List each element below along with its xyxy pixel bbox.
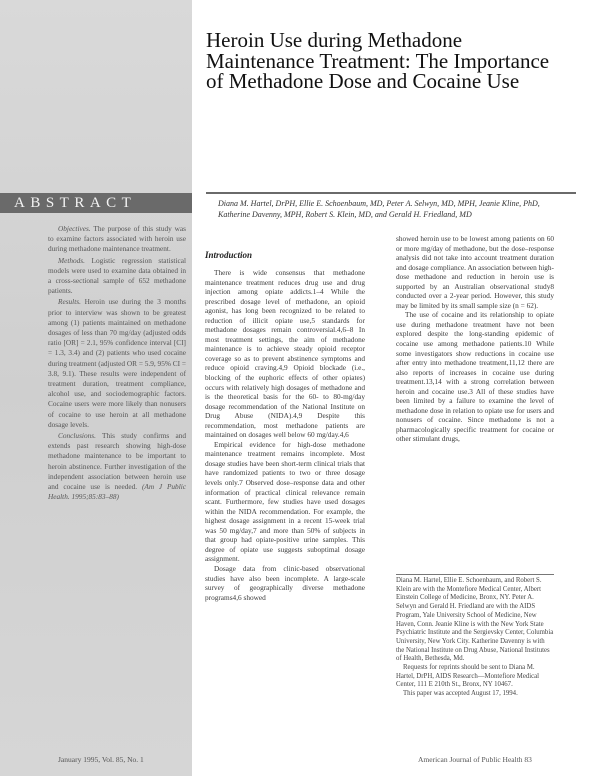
abstract-body bbox=[48, 224, 186, 503]
affiliation-note: Diana M. Hartel, Ellie E. Schoenbaum, and Robert S. Klein are with the Montefiore Medical Center, Albert Einstein College of Medicine, Bronx, NY. Peter A. Selwyn and Gerald H. Friedland are with the AIDS Program, Yale University School of Medicine, New Haven, Conn. Jeanie Kline is with the New York State Psychiatric Institute and the Sergievsky Center, Columbia University, New York City. Katherine Davenny is with the National Institute on Drug Abuse, National Institutes of Health, Bethesda, Md. bbox=[396, 577, 554, 663]
body-column-left bbox=[205, 268, 365, 602]
body-column-right bbox=[396, 234, 554, 444]
abstract-conclusions: Conclusions. This study confirms and extends past research showing high-dose methadone maintenance to be important to heroin abstinence. Further investigation of the independent association between heroin use and cocaine use is needed. (Am J Public Health. 1995;85:83–88) bbox=[48, 431, 186, 502]
title-divider bbox=[206, 192, 576, 194]
accepted-note: This paper was accepted August 17, 1994. bbox=[403, 690, 518, 698]
footnote-divider bbox=[396, 574, 554, 575]
article-authors: Diana M. Hartel, DrPH, Ellie E. Schoenbaum, MD, Peter A. Selwyn, MD, MPH, Jeanie Kline, PhD, Katherine Davenny, MPH, Robert S. Klein, MD, and Gerald H. Friedland, MD bbox=[218, 199, 540, 219]
abstract-results: Results. Heroin use during the 3 months prior to interview was shown to be greatest among (1) patients maintained on methadone dosages of less than 70 mg/day (adjusted odds ratio [OR] = 2.1, 95% confidence interval [CI] = 1.3, 3.4) and (2) patients who used cocaine during treatment (adjusted OR = 5.9, 95% CI = 3.8, 9.1). These results were independent of treatment duration, treatment compliance, alcohol use, and sociodemographic factors. Cocaine users were more likely than nonusers of cocaine to use heroin at all methadone dosage levels. bbox=[48, 297, 186, 429]
paragraph: There is wide consensus that methadone maintenance treatment reduces drug use and drug injection among opiate addicts.1–4 While the prescribed dosage level of methadone, an opioid agonist, has long been recognized to be related to reduction of illicit opiate use,5 standards for methadone dosages remain controversial.4,6–8 In most treatment settings, the aim of methadone maintenance is to achieve steady opioid receptor coverage so as to prevent abstinence symptoms and reduce opioid craving.4,9 Opioid blockade (i.e., blocking of the euphoric effects of other opiates) occurs with relatively high dosages of methadone and is the theoretical basis for the 60- to 80-mg/day dosage recommendation of the National Institute on Drug Abuse (NIDA).4,9 Despite this recommendation, most methadone patients are maintained on dosages well below 60 mg/day.4,6 bbox=[205, 268, 365, 440]
abstract-heading: ABSTRACT bbox=[14, 195, 137, 211]
article-title: Heroin Use during Methadone Maintenance Treatment: The Importance of Methadone Dose and Cocaine Use bbox=[206, 28, 550, 93]
issue-footer: January 1995, Vol. 85, No. 1 bbox=[58, 755, 144, 764]
footnotes bbox=[396, 577, 554, 699]
abstract-objectives: Objectives. The purpose of this study was to examine factors associated with heroin use during methadone maintenance treatment. bbox=[48, 224, 186, 254]
paragraph: Dosage data from clinic-based observational studies have also been incomplete. A large-scale survey of geographically diverse methadone programs4,6 showed bbox=[205, 563, 365, 602]
abstract-methods: Methods. Logistic regression statistical models were used to examine data obtained in a cross-sectional sample of 652 methadone patients. bbox=[48, 255, 186, 296]
reprint-note: Requests for reprints should be sent to Diana M. Hartel, DrPH, AIDS Research—Montefiore Medical Center, 111 E 210th St., Bronx, NY 10467. bbox=[396, 664, 540, 689]
paragraph: The use of cocaine and its relationship to opiate use during methadone treatment have not been explored despite the long-standing epidemic of cocaine use among methadone patients.10 While some investigators show reductions in cocaine use after entry into methadone treatment,11,12 there are also reports of increases in cocaine use during treatment.13,14 with a strong correlation between heroin and cocaine use.3 All of these studies have been limited by a failure to examine the level of methadone dose in relation to opiate use for users and nonusers of cocaine. Since methadone is not a pharmacologically specific treatment for cocaine or other stimulant drugs, bbox=[396, 310, 554, 444]
journal-footer: American Journal of Public Health 83 bbox=[418, 755, 532, 764]
introduction-heading: Introduction bbox=[205, 250, 253, 260]
paragraph: Empirical evidence for high-dose methadone maintenance treatment remains incomplete. Most dosage studies have been short-term clinical trials that have randomized patients to two or three dosage levels only.7 Observed dose–response data and other information of practical clinical relevance remain scant. Furthermore, few studies have used dosages within the NIDA recommendation. For example, the highest dosage assignment in a recent 15-week trial was 50 mg/day,7 and more than 50% of subjects in that group had opiate-positive urine samples. This degree of opiate use suggests suboptimal dosage assignment. bbox=[205, 439, 365, 564]
paragraph: showed heroin use to be lowest among patients on 60 or more mg/day of methadone, but the dose–response analysis did not take into account treatment duration and dosage compliance. An association between high-dose methadone and reduction in heroin use is supported by an Australian observational study8 conducted over a 2-year period. However, this study may be limited by its small sample size (n = 62). bbox=[396, 234, 554, 310]
